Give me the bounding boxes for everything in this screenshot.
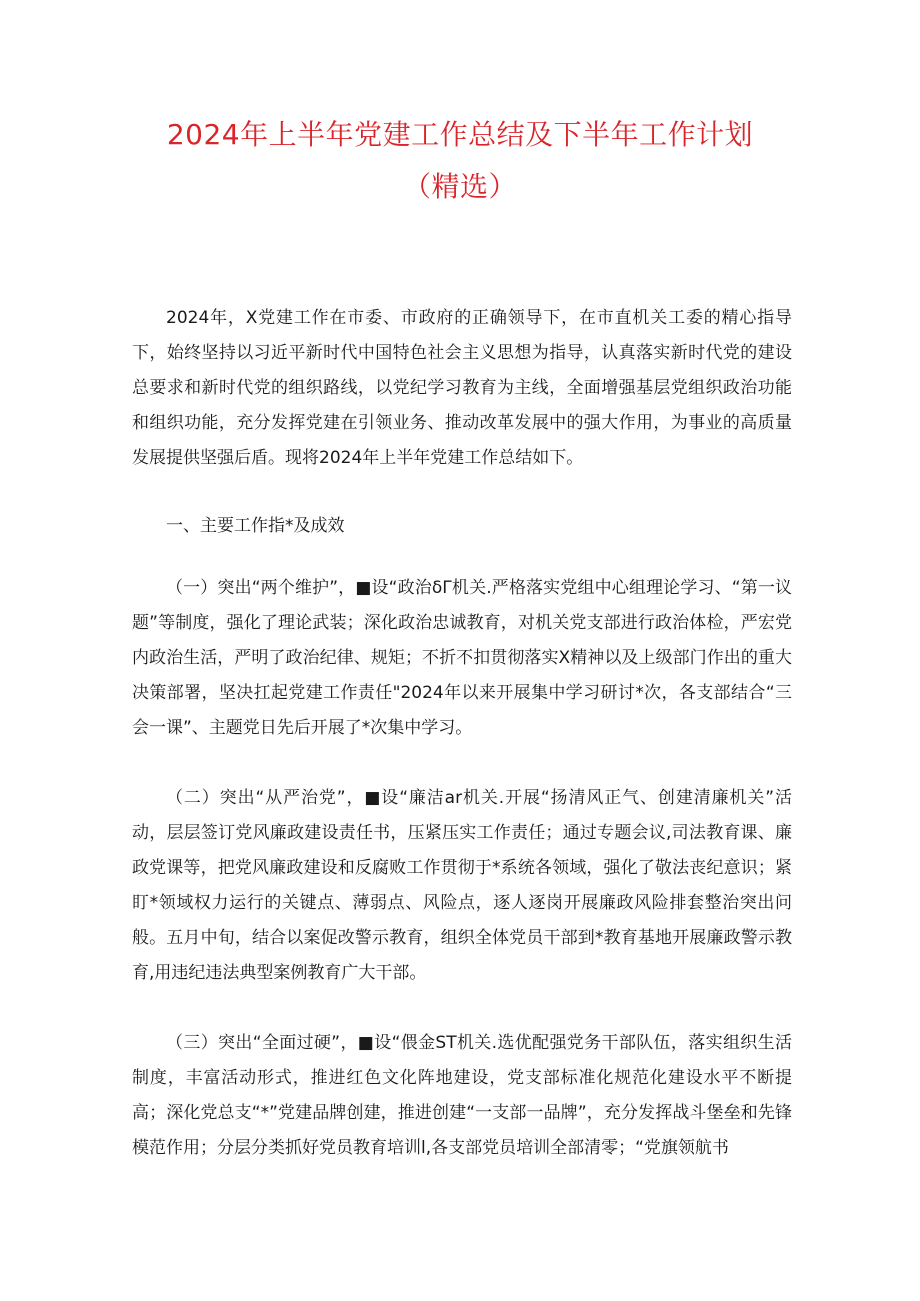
document-subtitle: （精选） xyxy=(402,170,517,203)
section-paragraph-3: （三）突出“全面过硬”，■设“偎金ST机关.选优配强党务干部队伍，落实组织生活制度，丰富活动形式，推进红色文化阵地建设，党支部标准化规范化建设水平不断提高；深化党总支“*”党建品牌创建，推进创建“一支部一品牌”，充分发挥战斗堡垒和先锋模范作用；分层分类抓好党员教育培训l,各支部党员培训全部清零；“党旗领航书 xyxy=(132,1033,792,1158)
section-paragraph-2: （二）突出“从严治党”，■设“廉洁ar机关.开展“扬清风正气、创建清廉机关”活动，层层签订党风廉政建设责任书，压紧压实工作责任；通过专题会议,司法教育课、廉政党课等，把党风廉政建设和反腐败工作贯彻于*系统各领域，强化了敬法丧纪意识；紧盯*领域权力运行的关键点、薄弱点、风险点，逐人逐岗开展廉政风险排套整治突出问般。五月中旬，结合以案促改警示教育，组织全体党员干部到*教育基地开展廉政警示教育,用违纪违法典型案例教育广大干部。 xyxy=(132,788,792,983)
document-title: 2024年上半年党建工作总结及下半年工作计划 xyxy=(166,118,754,151)
intro-paragraph: 2024年，X党建工作在市委、市政府的正确领导下，在市直机关工委的精心指导下，始终坚持以习近平新时代中国特色社会主义思想为指导，认真落实新时代党的建设总要求和新时代党的组织路线，以党纪学习教育为主线，全面增强基层党组织政治功能和组织功能，充分发挥党建在引领业务、推动改革发展中的强大作用，为事业的高质量发展提供坚强后盾。现将2024年上半年党建工作总结如下。 xyxy=(132,308,792,468)
section-paragraph-1: （一）突出“两个维护”，■设“政治δΓ机关.严格落实党组中心组理论学习、“第一议题”等制度，强化了理论武装；深化政治忠诚教育，对机关党支部进行政治体检，严宏党内政治生活，严明了政治纪律、规矩；不折不扣贯彻落实X精神以及上级部门作出的重大决策部署，坚决扛起党建工作责任"2024年以来开展集中学习研讨*次，各支部结合“三会一课”、主题党日先后开展了*次集中学习。 xyxy=(132,578,792,738)
section-heading: 一、主要工作指*及成效 xyxy=(166,516,345,536)
